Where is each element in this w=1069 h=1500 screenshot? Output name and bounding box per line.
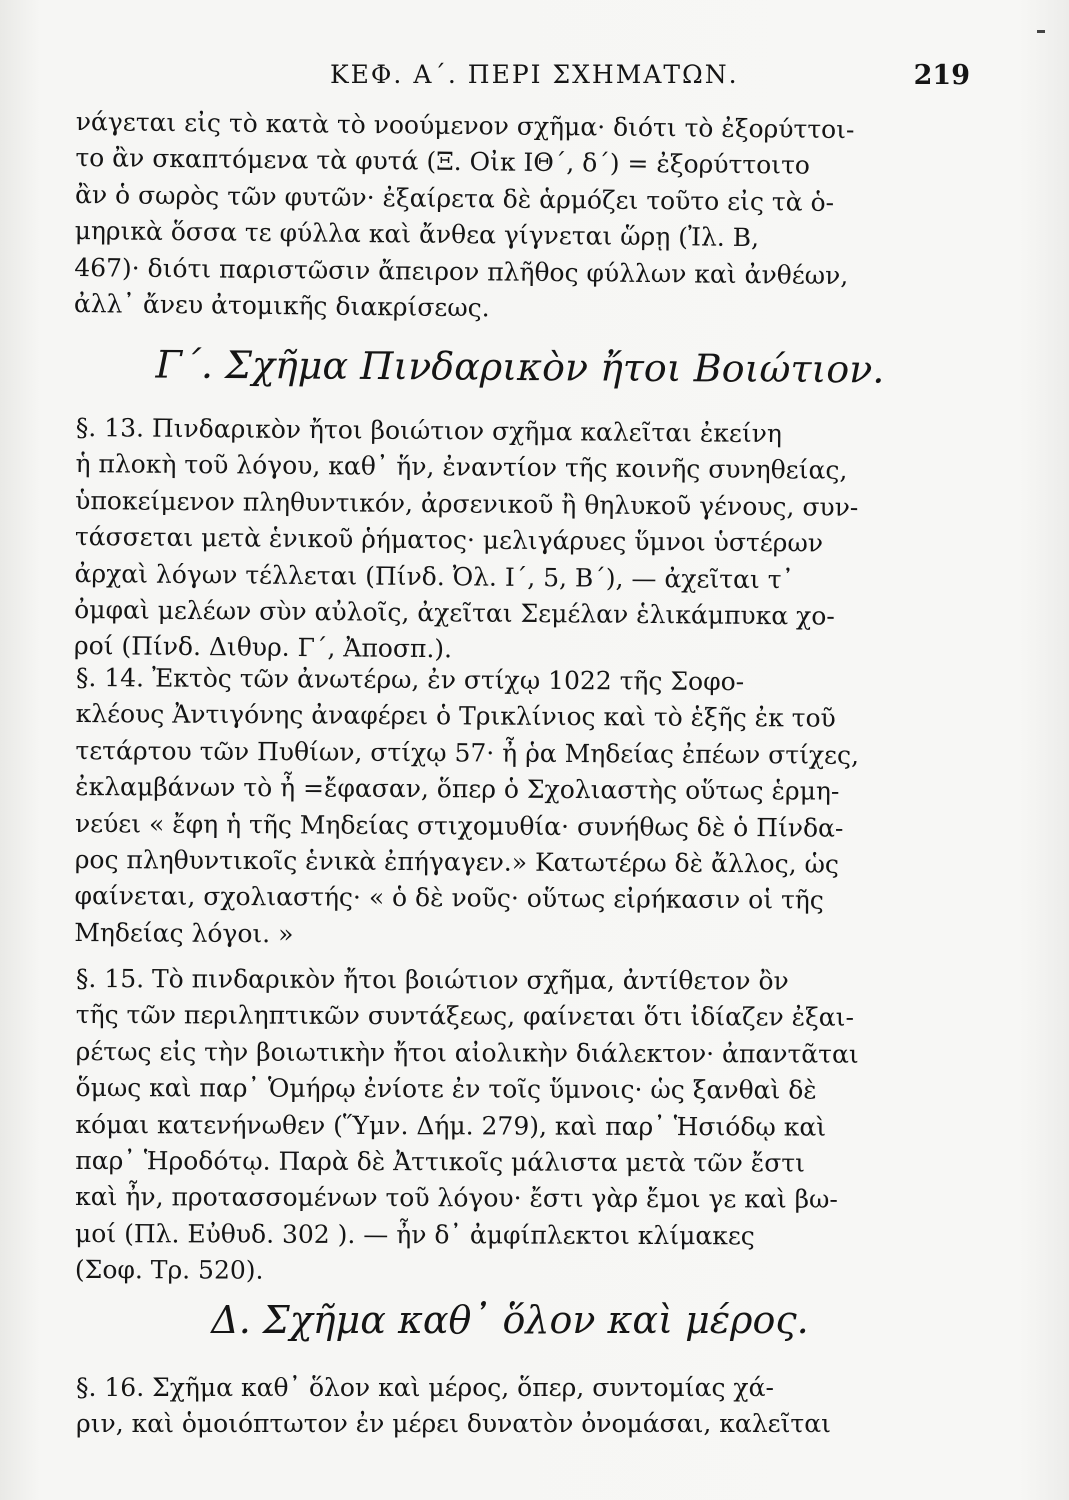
text-line: παρ᾽ Ἡροδότῳ. Παρὰ δὲ Ἀττικοῖς μάλιστα μετὰ τῶν ἔστι — [75, 1145, 805, 1178]
text-line: μοί (Πλ. Εὐθυδ. 302 ). — ἦν δ᾽ ἀμφίπλεκτοι κλίμακες — [74, 1218, 755, 1251]
text-line: 467)· διότι παριστῶσιν ἄπειρον πλῆθος φύλλων καὶ ἀνθέων, — [74, 252, 849, 290]
text-line: ρέτως εἰς τὴν βοιωτικὴν ἤτοι αἰολικὴν διάλεκτον· ἀπαντᾶται — [75, 1036, 859, 1069]
page-header — [330, 60, 970, 100]
text-line: το ἂν σκαπτόμενα τὰ φυτά (Ξ. Οἰκ ΙΘ΄, δ΄) = ἐξορύττοιτο — [75, 143, 811, 181]
text-line: §. 16. Σχῆμα καθ᾽ ὅλον καὶ μέρος, ὅπερ, συντομίας χά- — [76, 1373, 774, 1402]
text-line: (Σοφ. Τρ. 520). — [74, 1255, 264, 1285]
text-line: ἐκλαμβάνων τὸ ἦ =ἔφασαν, ὅπερ ὁ Σχολιαστὴς οὕτως ἑρμη- — [75, 772, 840, 806]
text-line: νεύει « ἔφη ἡ τῆς Μηδείας στιχομυθία· συνήθως δὲ ὁ Πίνδα- — [74, 808, 844, 843]
text-line: §. 14. Ἐκτὸς τῶν ἀνωτέρω, ἐν στίχῳ 1022 τῆς Σοφο- — [75, 662, 745, 697]
text-line: ριν, καὶ ὁμοιόπτωτον ἐν μέρει δυνατὸν ὀνομάσαι, καλεῖται — [76, 1409, 831, 1439]
text-line: κόμαι κατενήνωθεν (Ὕμν. Δήμ. 279), καὶ παρ᾽ Ἡσιόδῳ καὶ — [75, 1109, 827, 1142]
text-line: ρος πληθυντικοῖς ἑνικὰ ἐπήγαγεν.» Κατωτέρω δὲ ἄλλος, ὡς — [74, 844, 840, 879]
paragraph-16 — [76, 1370, 934, 1443]
text-line: ὅμως καὶ παρ᾽ Ὁμήρῳ ἐνίοτε ἐν τοῖς ὕμνοις· ὡς ξανθαὶ δὲ — [75, 1073, 817, 1105]
text-line: τάσσεται μετὰ ἑνικοῦ ῥήματος· μελιγάρυες ὕμνοι ὑστέρων — [74, 522, 824, 558]
text-line: ὀμφαὶ μελέων σὺν αὐλοῖς, ἀχεῖται Σεμέλαν ἑλικάμπυκα χο- — [74, 594, 835, 631]
section-heading-delta: Δ. Σχῆμα καθ᾽ ὅλον καὶ μέρος. — [211, 1298, 809, 1342]
paragraph-continuation — [74, 104, 934, 331]
page-number: 219 — [913, 60, 970, 91]
paragraph-13 — [74, 410, 934, 672]
paragraph-14 — [74, 660, 934, 956]
text-line: ὑποκείμενον πληθυντικόν, ἀρσενικοῦ ἢ θηλυκοῦ γένους, συν- — [75, 485, 859, 522]
text-line: §. 15. Τὸ πινδαρικὸν ἤτοι βοιώτιον σχῆμα, ἀντίθετον ὂν — [75, 964, 789, 996]
text-line: ἀλλ᾽ ἄνευ ἀτομικῆς διακρίσεως. — [73, 288, 490, 323]
text-line: ἡ πλοκὴ τοῦ λόγου, καθ᾽ ἥν, ἐναντίον τῆς κοινῆς συνηθείας, — [75, 449, 848, 486]
text-line: ἀρχαὶ λόγων τέλλεται (Πίνδ. Ὀλ. Ι΄, 5, Β΄), — ἀχεῖται τ᾽ — [74, 558, 795, 594]
text-line: τετάρτου τῶν Πυθίων, στίχῳ 57· ἦ ῥα Μηδείας ἐπέων στίχες, — [75, 735, 860, 770]
text-line: νάγεται εἰς τὸ κατὰ τὸ νοούμενον σχῆμα· διότι τὸ ἐξορύττοι- — [75, 106, 855, 145]
text-line: Μηδείας λόγοι. » — [74, 917, 294, 949]
text-line: μηρικὰ ὅσσα τε φύλλα καὶ ἄνθεα γίγνεται ὥρῃ (Ἰλ. Β, — [74, 216, 760, 253]
text-line: τῆς τῶν περιληπτικῶν συντάξεως, φαίνεται ὅτι ἰδίαζεν ἐξαι- — [75, 1000, 855, 1033]
text-line: §. 13. Πινδαρικὸν ἤτοι βοιώτιον σχῆμα καλεῖται ἐκείνη — [75, 412, 783, 449]
paragraph-15 — [75, 961, 934, 1292]
running-title: ΚΕΦ. Α΄. ΠΕΡΙ ΣΧΗΜΑΤΩΝ. — [330, 60, 739, 89]
text-line: καὶ ἦν, προτασσομένων τοῦ λόγου· ἔστι γὰρ ἔμοι γε καὶ βω- — [75, 1182, 838, 1215]
edge-mark — [1037, 30, 1045, 33]
section-heading-gamma: Γ΄. Σχῆμα Πινδαρικὸν ἤτοι Βοιώτιον. — [155, 342, 885, 392]
text-line: φαίνεται, σχολιαστής· « ὁ δὲ νοῦς· οὕτως εἰρήκασιν οἱ τῆς — [74, 881, 824, 915]
text-line: ἂν ὁ σωρὸς τῶν φυτῶν· ἐξαίρετα δὲ ἁρμόζει τοῦτο εἰς τὰ ὁ- — [74, 179, 835, 217]
text-line: κλέους Ἀντιγόνης ἀναφέρει ὁ Τρικλίνιος καὶ τὸ ἑξῆς ἐκ τοῦ — [75, 699, 836, 734]
text-line: ροί (Πίνδ. Διθυρ. Γ΄, Ἀποσπ.). — [73, 631, 453, 664]
